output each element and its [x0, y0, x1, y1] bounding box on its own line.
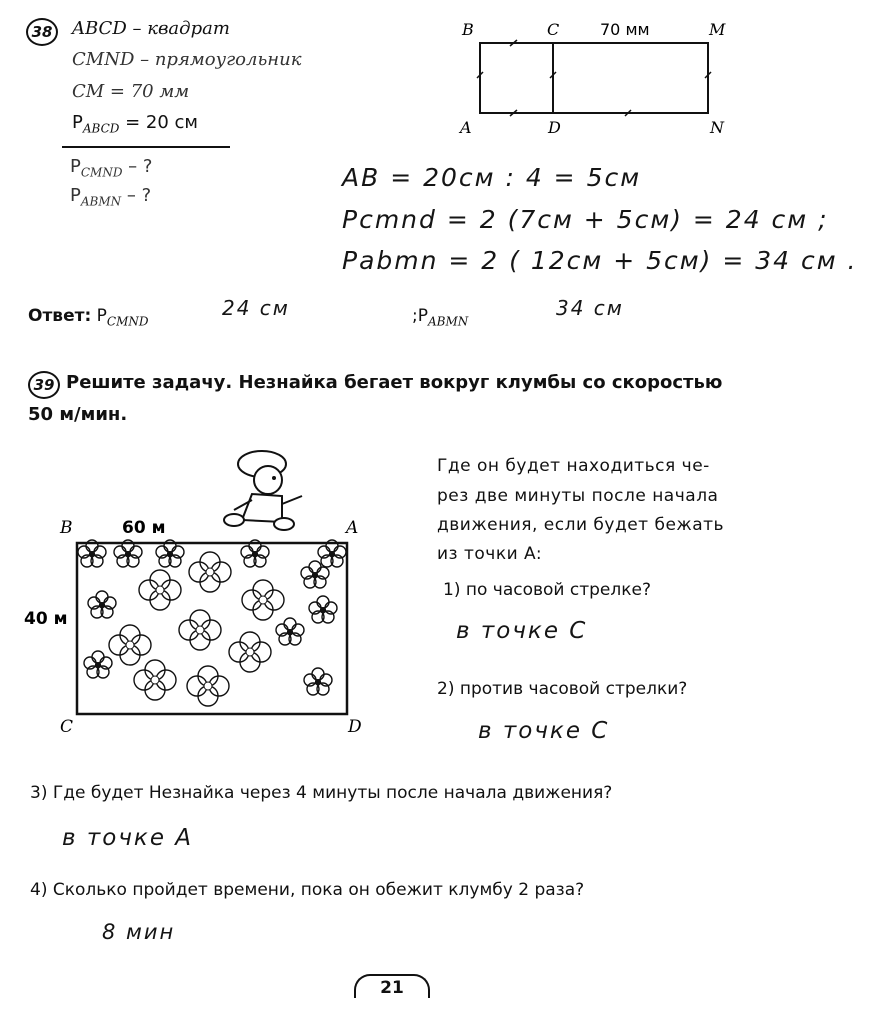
answer-4: 8 мин — [102, 920, 176, 944]
bed-top-length: 60 м — [122, 518, 166, 538]
fig38-label-b: B — [462, 20, 474, 39]
answer-1: в точке C — [456, 618, 588, 644]
answer-label: Ответ: — [28, 306, 92, 326]
task38-block — [0, 0, 872, 340]
answer-row: Ответ: $P_{CMND}$ — [28, 306, 149, 329]
question-3: 3) Где будет Незнайка через 4 минуты после начала движения? — [30, 783, 613, 803]
fig38-label-n: N — [710, 118, 724, 137]
answer-value-2: 34 см — [556, 296, 624, 320]
given-divider — [62, 146, 230, 148]
task39-statement-2: 50 м/мин. — [28, 404, 128, 425]
question-4: 4) Сколько пройдет времени, пока он обежит клумбу 2 раза? — [30, 880, 585, 900]
task39-number: 39 — [28, 371, 60, 399]
task38-figure — [455, 15, 745, 140]
answer-2: в точке C — [478, 718, 610, 744]
bed-label-b: B — [60, 518, 73, 538]
fig38-top-length: 70 мм — [600, 20, 650, 39]
question-1: 1) по часовой стрелке? — [443, 580, 651, 600]
fig38-label-c: C — [547, 20, 560, 39]
given-line-1: ABCD – квадрат — [72, 18, 230, 39]
bed-label-a: A — [346, 518, 359, 538]
find-line-1: $P_{CMND}$ – ? — [70, 156, 153, 180]
fig38-label-m: M — [709, 20, 726, 39]
solution-line-3: Pabmn = 2 ( 12см + 5см) = 34 см . — [342, 246, 858, 275]
given-line-3: CM = 70 мм — [72, 81, 190, 102]
given-line-2: CMND – прямоугольник — [72, 49, 302, 70]
find-line-2: $P_{ABMN}$ – ? — [70, 185, 152, 209]
page-number: 21 — [354, 974, 430, 998]
fig38-label-a: A — [460, 118, 472, 137]
task39-statement-1: Решите задачу. Незнайка бегает вокруг клумбы со скоростью — [66, 372, 723, 393]
task38-number: 38 — [26, 18, 58, 46]
solution-line-1: AB = 20см : 4 = 5см — [342, 163, 642, 192]
bed-label-d: D — [348, 717, 362, 737]
answer-value-1: 24 см — [222, 296, 290, 320]
bed-label-c: C — [60, 717, 74, 737]
bed-side-length: 40 м — [24, 609, 68, 629]
neznayka-figure — [224, 451, 302, 530]
flowerbed-figure — [20, 440, 380, 740]
intro-line-3: движения, если будет бежать — [437, 515, 725, 535]
given-line-4: $P_{ABCD} = 20$ см — [72, 112, 199, 136]
intro-line-2: рез две минуты после начала — [437, 486, 719, 506]
question-2: 2) против часовой стрелки? — [437, 679, 688, 699]
fig38-label-d: D — [548, 118, 561, 137]
intro-line-4: из точки A: — [437, 544, 543, 564]
intro-line-1: Где он будет находиться че- — [437, 456, 710, 476]
answer-3: в точке A — [62, 825, 194, 851]
solution-line-2: Pcmnd = 2 (7см + 5см) = 24 см ; — [342, 205, 829, 234]
answer-part-2: $;P_{ABMN}$ — [412, 306, 469, 329]
